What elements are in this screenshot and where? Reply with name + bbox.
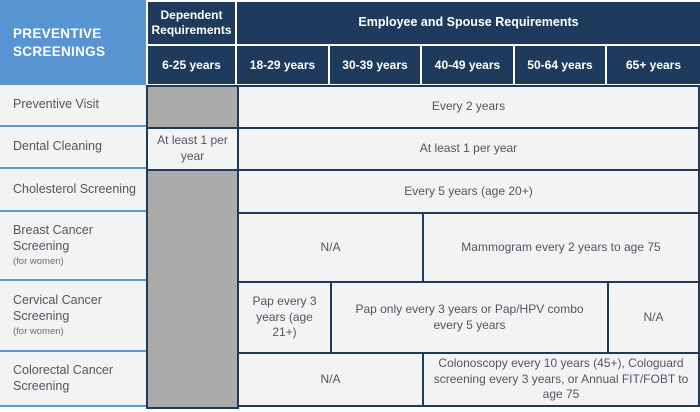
title-line-1: PREVENTIVE [13,25,102,41]
column-header-employee-spouse: Employee and Spouse Requirements [237,2,700,44]
dependent-cell-dental-cleaning: At least 1 per year [146,127,239,171]
title-line-2: SCREENINGS [13,43,106,59]
cell-breast-cancer-na: N/A [237,212,424,283]
age-header-6-25: 6-25 years [148,46,235,84]
row-label-text: Preventive Visit [13,97,99,112]
cell-cervical-pap-18-29: Pap every 3 years (age 21+) [237,281,332,354]
row-sublabel-text: (for women) [13,255,64,267]
row-label-text: Colorectal Cancer Screening [13,362,114,393]
row-label-text: Breast Cancer Screening [13,223,93,254]
row-label-cholesterol-screening [0,169,146,212]
cell-cholesterol-all-ages: Every 5 years (age 20+) [237,169,700,214]
age-header-30-39: 30-39 years [330,46,420,84]
table-title [0,0,146,85]
row-label-text: Cholesterol Screening [13,181,136,196]
row-label-text: Cervical Cancer Screening [13,293,102,324]
age-header-18-29: 18-29 years [237,46,328,84]
cell-cervical-pap-30-64: Pap only every 3 years or Pap/HPV combo every 5 years [330,281,609,354]
cell-breast-cancer-mammogram: Mammogram every 2 years to age 75 [422,212,700,283]
cell-preventive-visit-all-ages: Every 2 years [237,85,700,129]
dependent-cell-merged-na [146,169,239,409]
cell-colorectal-colonoscopy: Colonoscopy every 10 years (45+), Cologuard screening every 3 years, or Annual FIT/FOBT to age 75 [422,352,700,407]
age-header-40-49: 40-49 years [422,46,513,84]
row-sublabel-text: (for women) [13,325,64,337]
row-label-breast-cancer-screening [0,212,146,281]
cell-cervical-na-65: N/A [607,281,700,354]
row-label-cervical-cancer-screening [0,281,146,352]
dependent-cell-preventive-visit-na [146,85,239,129]
row-label-colorectal-cancer-screening [0,352,146,407]
age-header-65-plus: 65+ years [607,46,700,84]
cell-dental-cleaning-all-ages: At least 1 per year [237,127,700,171]
column-header-dependent: Dependent Requirements [148,2,235,44]
row-label-preventive-visit [0,85,146,127]
row-label-dental-cleaning [0,127,146,169]
row-label-text: Dental Cleaning [13,139,102,154]
age-header-50-64: 50-64 years [515,46,605,84]
cell-colorectal-na: N/A [237,352,424,407]
